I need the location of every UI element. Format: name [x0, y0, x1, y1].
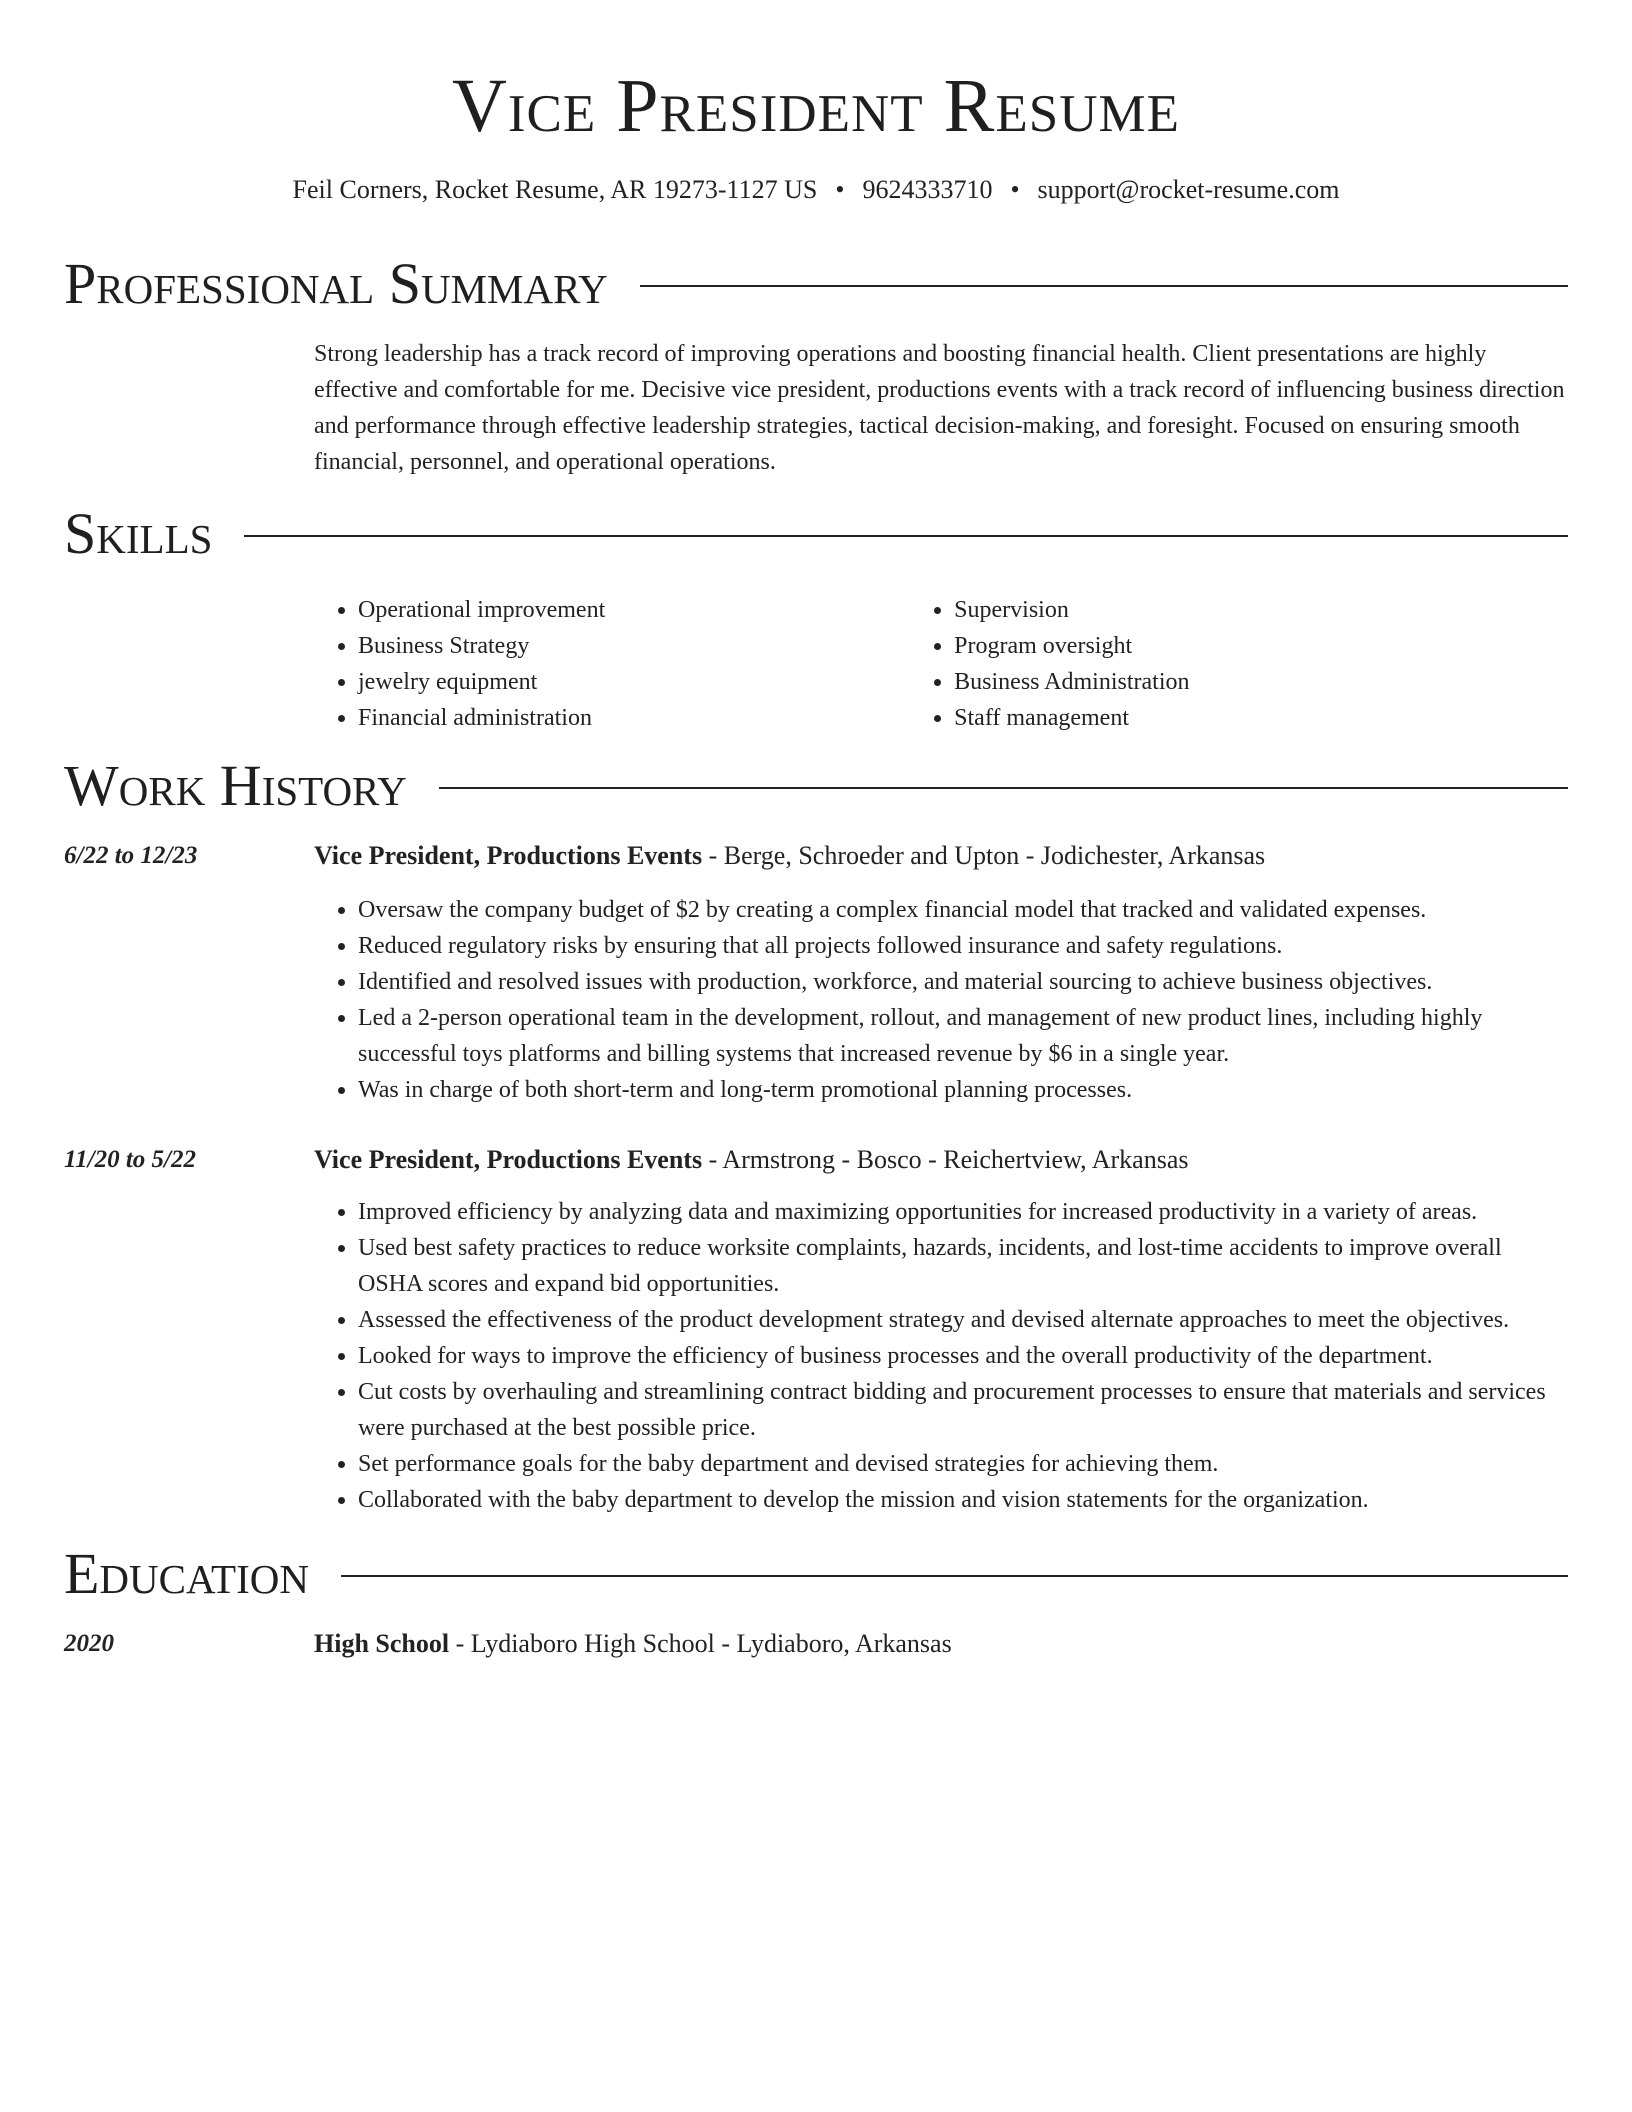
job-bullet: • Led a 2-person operational team in the development, rollout, and management of new product lines, including highly successful toys platforms and billing systems that increased revenue by $6 in a single year.: [358, 1000, 1568, 1072]
job-bullets: [314, 1194, 1568, 1518]
contact-separator: •: [1010, 175, 1020, 204]
education-section-title: Education: [64, 1541, 309, 1606]
skill-item: • Financial administration: [358, 700, 910, 736]
job-bullet: • Improved efficiency by analyzing data and maximizing opportunities for increased productivity in a variety of areas.: [358, 1194, 1568, 1230]
job-date: 11/20 to 5/22: [64, 1146, 196, 1173]
skills-list: [314, 592, 1568, 736]
job-details: - Berge, Schroeder and Upton - Jodichester, Arkansas: [702, 841, 1266, 870]
job-bullet: • Assessed the effectiveness of the product development strategy and devised alternate approaches to meet the objectives.: [358, 1302, 1568, 1338]
skill-item: • Staff management: [954, 700, 1568, 736]
job-bullet: • Set performance goals for the baby department and devised strategies for achieving them.: [358, 1446, 1568, 1482]
job-heading: [314, 838, 1265, 874]
skills-section-title: Skills: [64, 501, 213, 566]
section-divider: [439, 787, 1568, 789]
contact-line: [0, 172, 1632, 208]
job-bullet: • Used best safety practices to reduce worksite complaints, hazards, incidents, and lost-time accidents to improve overall OSHA scores and expand bid opportunities.: [358, 1230, 1568, 1302]
skills-section-header: [64, 502, 1568, 566]
skill-item: • Supervision: [954, 592, 1568, 628]
job-details: - Armstrong - Bosco - Reichertview, Arkansas: [702, 1145, 1189, 1174]
skill-item: • jewelry equipment: [358, 664, 910, 700]
education-details: - Lydiaboro High School - Lydiaboro, Arkansas: [449, 1629, 952, 1658]
skill-item: • Program oversight: [954, 628, 1568, 664]
job-position: Vice President, Productions Events: [314, 1145, 703, 1174]
job-bullet: • Was in charge of both short-term and long-term promotional planning processes.: [358, 1072, 1568, 1108]
job-position: Vice President, Productions Events: [314, 841, 703, 870]
summary-text: Strong leadership has a track record of improving operations and boosting financial health. Client presentations are highly effective and comfortable for me. Decisive vice president, productions events with a track record of influencing business direction and performance through effective leadership strategies, tactical decision-making, and foresight. Focused on ensuring smooth financial, personnel, and operational operations.: [314, 341, 1565, 475]
job-bullet: • Looked for ways to improve the efficiency of business processes and the overall productivity of the department.: [358, 1338, 1568, 1374]
resume-title: Vice President Resume: [452, 64, 1180, 148]
skill-item: • Business Administration: [954, 664, 1568, 700]
job-bullet: • Oversaw the company budget of $2 by creating a complex financial model that tracked and validated expenses.: [358, 892, 1568, 928]
work-section-title: Work History: [64, 753, 407, 818]
skill-item: • Operational improvement: [358, 592, 910, 628]
job-date: 6/22 to 12/23: [64, 842, 198, 869]
summary-section-title: Professional Summary: [64, 251, 608, 316]
skills-column-right: [910, 592, 1568, 736]
job-bullet: • Collaborated with the baby department to develop the mission and vision statements for the organization.: [358, 1482, 1568, 1518]
education-heading: [314, 1626, 952, 1662]
section-divider: [341, 1575, 1568, 1577]
section-divider: [244, 535, 1568, 537]
education-date: 2020: [64, 1630, 114, 1657]
job-bullet: • Identified and resolved issues with production, workforce, and material sourcing to achieve business objectives.: [358, 964, 1568, 1000]
contact-phone: 9624333710: [862, 175, 993, 204]
education-degree: High School: [314, 1629, 450, 1658]
skills-column-left: [314, 592, 910, 736]
education-section-header: [64, 1542, 1568, 1606]
section-divider: [640, 285, 1568, 287]
job-bullet: • Reduced regulatory risks by ensuring that all projects followed insurance and safety regulations.: [358, 928, 1568, 964]
job-bullet: • Cut costs by overhauling and streamlining contract bidding and procurement processes to ensure that materials and services were purchased at the best possible price.: [358, 1374, 1568, 1446]
contact-separator: •: [835, 175, 845, 204]
skill-item: • Business Strategy: [358, 628, 910, 664]
contact-email: support@rocket-resume.com: [1037, 175, 1340, 204]
summary-section-header: [64, 252, 1568, 316]
job-heading: [314, 1142, 1189, 1178]
contact-address: Feil Corners, Rocket Resume, AR 19273-1127 US: [292, 175, 818, 204]
work-section-header: [64, 754, 1568, 818]
job-bullets: [314, 892, 1568, 1108]
